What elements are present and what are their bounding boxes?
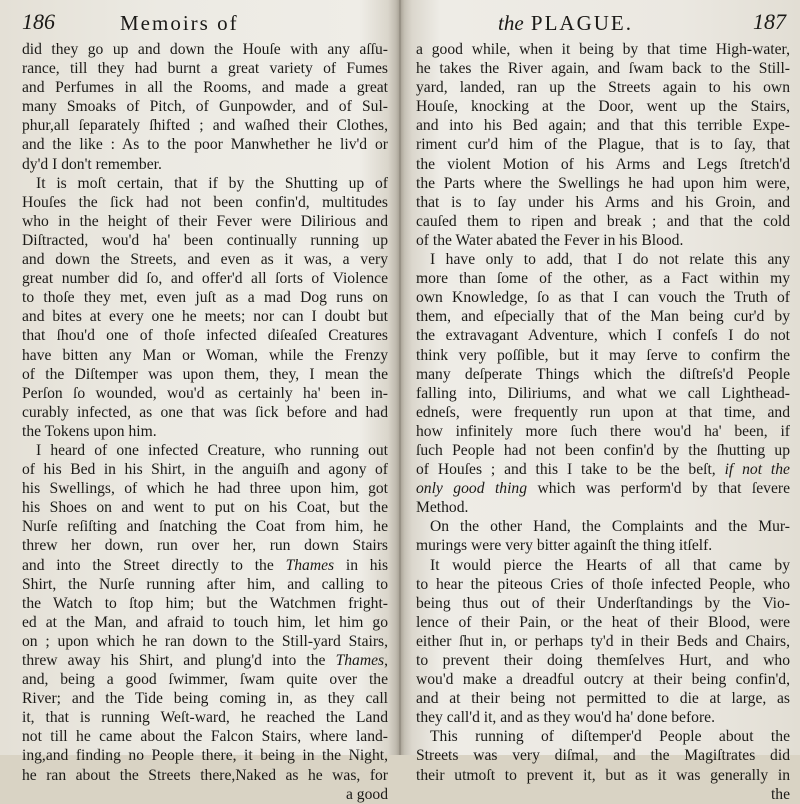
text-line: It is moſt certain, that if by the Shutting up of [36,174,388,192]
text-line: the extravagant Adventure, which I confeſs I do not [416,327,790,345]
text-line: many deſperate Things which the diſtreſs'd People [416,365,790,383]
right-running-title-word: PLAGUE. [530,11,633,35]
text-line: wou'd make a dreadful outcry at their being confin'd, [416,671,790,689]
text-line: I have only to add, that I do not relate this any [430,251,790,269]
text-line: the Tokens upon him. [22,422,157,440]
left-running-head [22,9,390,39]
text-line: dy'd I don't remember. [22,155,162,173]
text-line: I heard of one infected Creature, who running out [36,441,388,459]
text-line: ſuch People had not been confin'd by the ſhutting up [416,441,790,459]
right-page-text [416,40,790,804]
text-line: Houſe, knocking at the Door, went up the Stairs, [416,98,790,116]
text-line: a good while, when it being by that time High-water, [416,41,790,58]
text-line: River; and the Tide being coming in, as they call [22,690,388,708]
text-line: and bites at every one he meets; nor can I doubt but [22,308,388,326]
text-line: phur,all ſeparately ſhifted ; and waſhed their Clothes, [22,117,388,135]
text-line: on ; upon which he ran down to the Still-yard Stairs, [22,632,388,650]
text-line: it, that is running Weſt-ward, he reached the Land [22,709,388,727]
text-line: rance, till they had burnt a great variety of Fumes [22,60,388,78]
text-line: Houſes the ſick had not been confin'd, multitudes [22,193,388,211]
left-page [0,0,398,803]
text-line: ed at the Man, and afraid to touch him, let him go [22,613,388,631]
text-line: murings were very bitter againſt the thing itſelf. [416,537,713,555]
text-line: of his Bed in his Shirt, in the anguiſh and agony of [22,461,388,479]
text-line: of the Diſtemper was upon them, they, I mean the [22,365,388,383]
text-line: being thus out of their Underſtandings by the Vio- [416,594,790,612]
text-line: to prevent their doing themſelves Hurt, and who [416,652,790,669]
text-line: he takes the River again, and ſwam back to the Still- [416,60,790,78]
text-line: Shirt, the Nurſe running after him, and calling to [22,575,388,593]
right-page [402,0,800,803]
text-line: and down the Streets, and even as it was, a very [22,251,388,269]
text-line: Method. [416,499,469,517]
right-page-number: 187 [753,9,786,34]
text-line: that is to ſay under his Arms and his Groin, and [416,193,790,211]
text-line: have bitten any Man or Woman, while the Frenzy [22,346,388,364]
text-line: great number did ſo, and offer'd all ſorts of Violence [22,270,388,288]
text-line: cauſed them to ripen and break ; and that the cold [416,212,790,230]
text-line: the violent Motion of his Arms and Legs ſtretch'd [416,155,790,173]
text-line: This running of diſtemper'd People about the [430,728,790,746]
text-line: lence of their Pain, or the heat of their Blood, were [416,613,790,631]
text-line: to thoſe they met, even juſt as a mad Dog runs on [22,289,388,307]
text-line: On the other Hand, the Complaints and the Mur- [430,518,790,536]
text-line: and into the Street directly to the Thames in his [22,556,389,574]
left-page-number: 186 [22,9,55,34]
text-line: and into his Bed again; and that this terrible Expe- [416,117,790,135]
text-line: think very poſſible, but it may ſerve to confirm the [416,346,790,364]
text-line: and at their being not permitted to die at large, as [416,690,790,708]
text-line: did they go up and down the Houſe with any aſſu- [22,41,388,58]
text-line: them, and eſpecially that of the Man being cur'd by [416,308,790,326]
text-line: he ran about the Streets there,Naked as he was, for [22,766,388,784]
text-line: and, being a good ſwimmer, ſwam quite over the [22,671,388,689]
text-line: curably infected, as one that was ſick before and had [22,403,388,421]
text-line: his Swellings, of which he had three upon him, got [22,480,388,498]
text-line: that ſhou'd one of thoſe infected diſeaſed Creatures [22,327,388,345]
text-line: riment cur'd him of the Plague, that is to ſay, that [416,136,790,154]
text-line: the Watch to ſtop him; but the Watchmen fright- [22,594,388,612]
catchword: the [770,785,790,803]
text-line: of the Water abated the Fever in his Blood. [416,231,684,249]
text-line: It would pierce the Hearts of all that came by [430,556,790,574]
right-running-head [408,9,786,39]
text-line: more than ſome of the other, as a Fact within my [416,270,790,288]
text-line: threw her down, run over her, run down Stairs [22,537,388,555]
text-line: not till he came about the Falcon Stairs, where land- [22,728,388,746]
right-running-title [498,11,633,36]
text-line: edneſs, were frequently run upon at that time, and [416,403,790,421]
text-line: Diſtracted, wou'd ha' been continually running up [22,231,388,249]
text-line: many Smoaks of Pitch, of Gunpowder, and of Sul- [22,98,388,116]
text-line: either ſhut in, or perhaps ty'd in their Beds and Chairs, [416,632,790,650]
text-line: their utmoſt to prevent it, but as it was generally in [416,766,790,784]
text-line: and the like : As to the poor Manwhether he liv'd or [22,136,388,154]
text-line: to hear the piteous Cries of thoſe infected People, who [416,575,790,593]
text-line: threw away his Shirt, and plung'd into the Thames, [22,652,388,669]
text-line: they call'd it, and as they wou'd ha' done before. [416,709,715,727]
left-page-text [22,40,388,804]
catchword: a good [345,785,388,803]
text-line: falling into, Diliriums, and what we call Lighthead- [416,384,790,402]
text-line: Streets was very diſmal, and the Magiſtrates did [416,747,790,765]
right-running-title-article: the [498,11,524,35]
text-line: the Parts where the Swellings he had upon him were, [416,174,790,192]
text-line: and Perfumes in all the Rooms, and made a great [22,79,388,97]
left-running-title: Memoirs of [120,11,239,35]
text-line: how infinitely more ſuch there wou'd ha' been, if [416,422,790,440]
text-line: own Knowledge, ſo as that I can vouch the Truth of [416,289,790,307]
text-line: who in the height of their Fever were Dilirious and [22,212,388,230]
text-line: yard, landed, ran up the Streets again to his own [416,79,790,97]
text-line: ing,and finding no People there, it being in the Night, [22,747,388,765]
text-line: Nurſe reſiſting and ſnatching the Coat from him, he [22,518,388,536]
text-line: only good thing which was perform'd by that ſevere [416,480,790,498]
text-line: of Houſes ; and this I take to be the beſt, if not the [416,461,790,479]
text-line: Perſon ſo wounded, wou'd as certainly ha' been in- [22,384,388,402]
text-line: his Shoes on and went to put on his Coat, but the [22,499,388,517]
